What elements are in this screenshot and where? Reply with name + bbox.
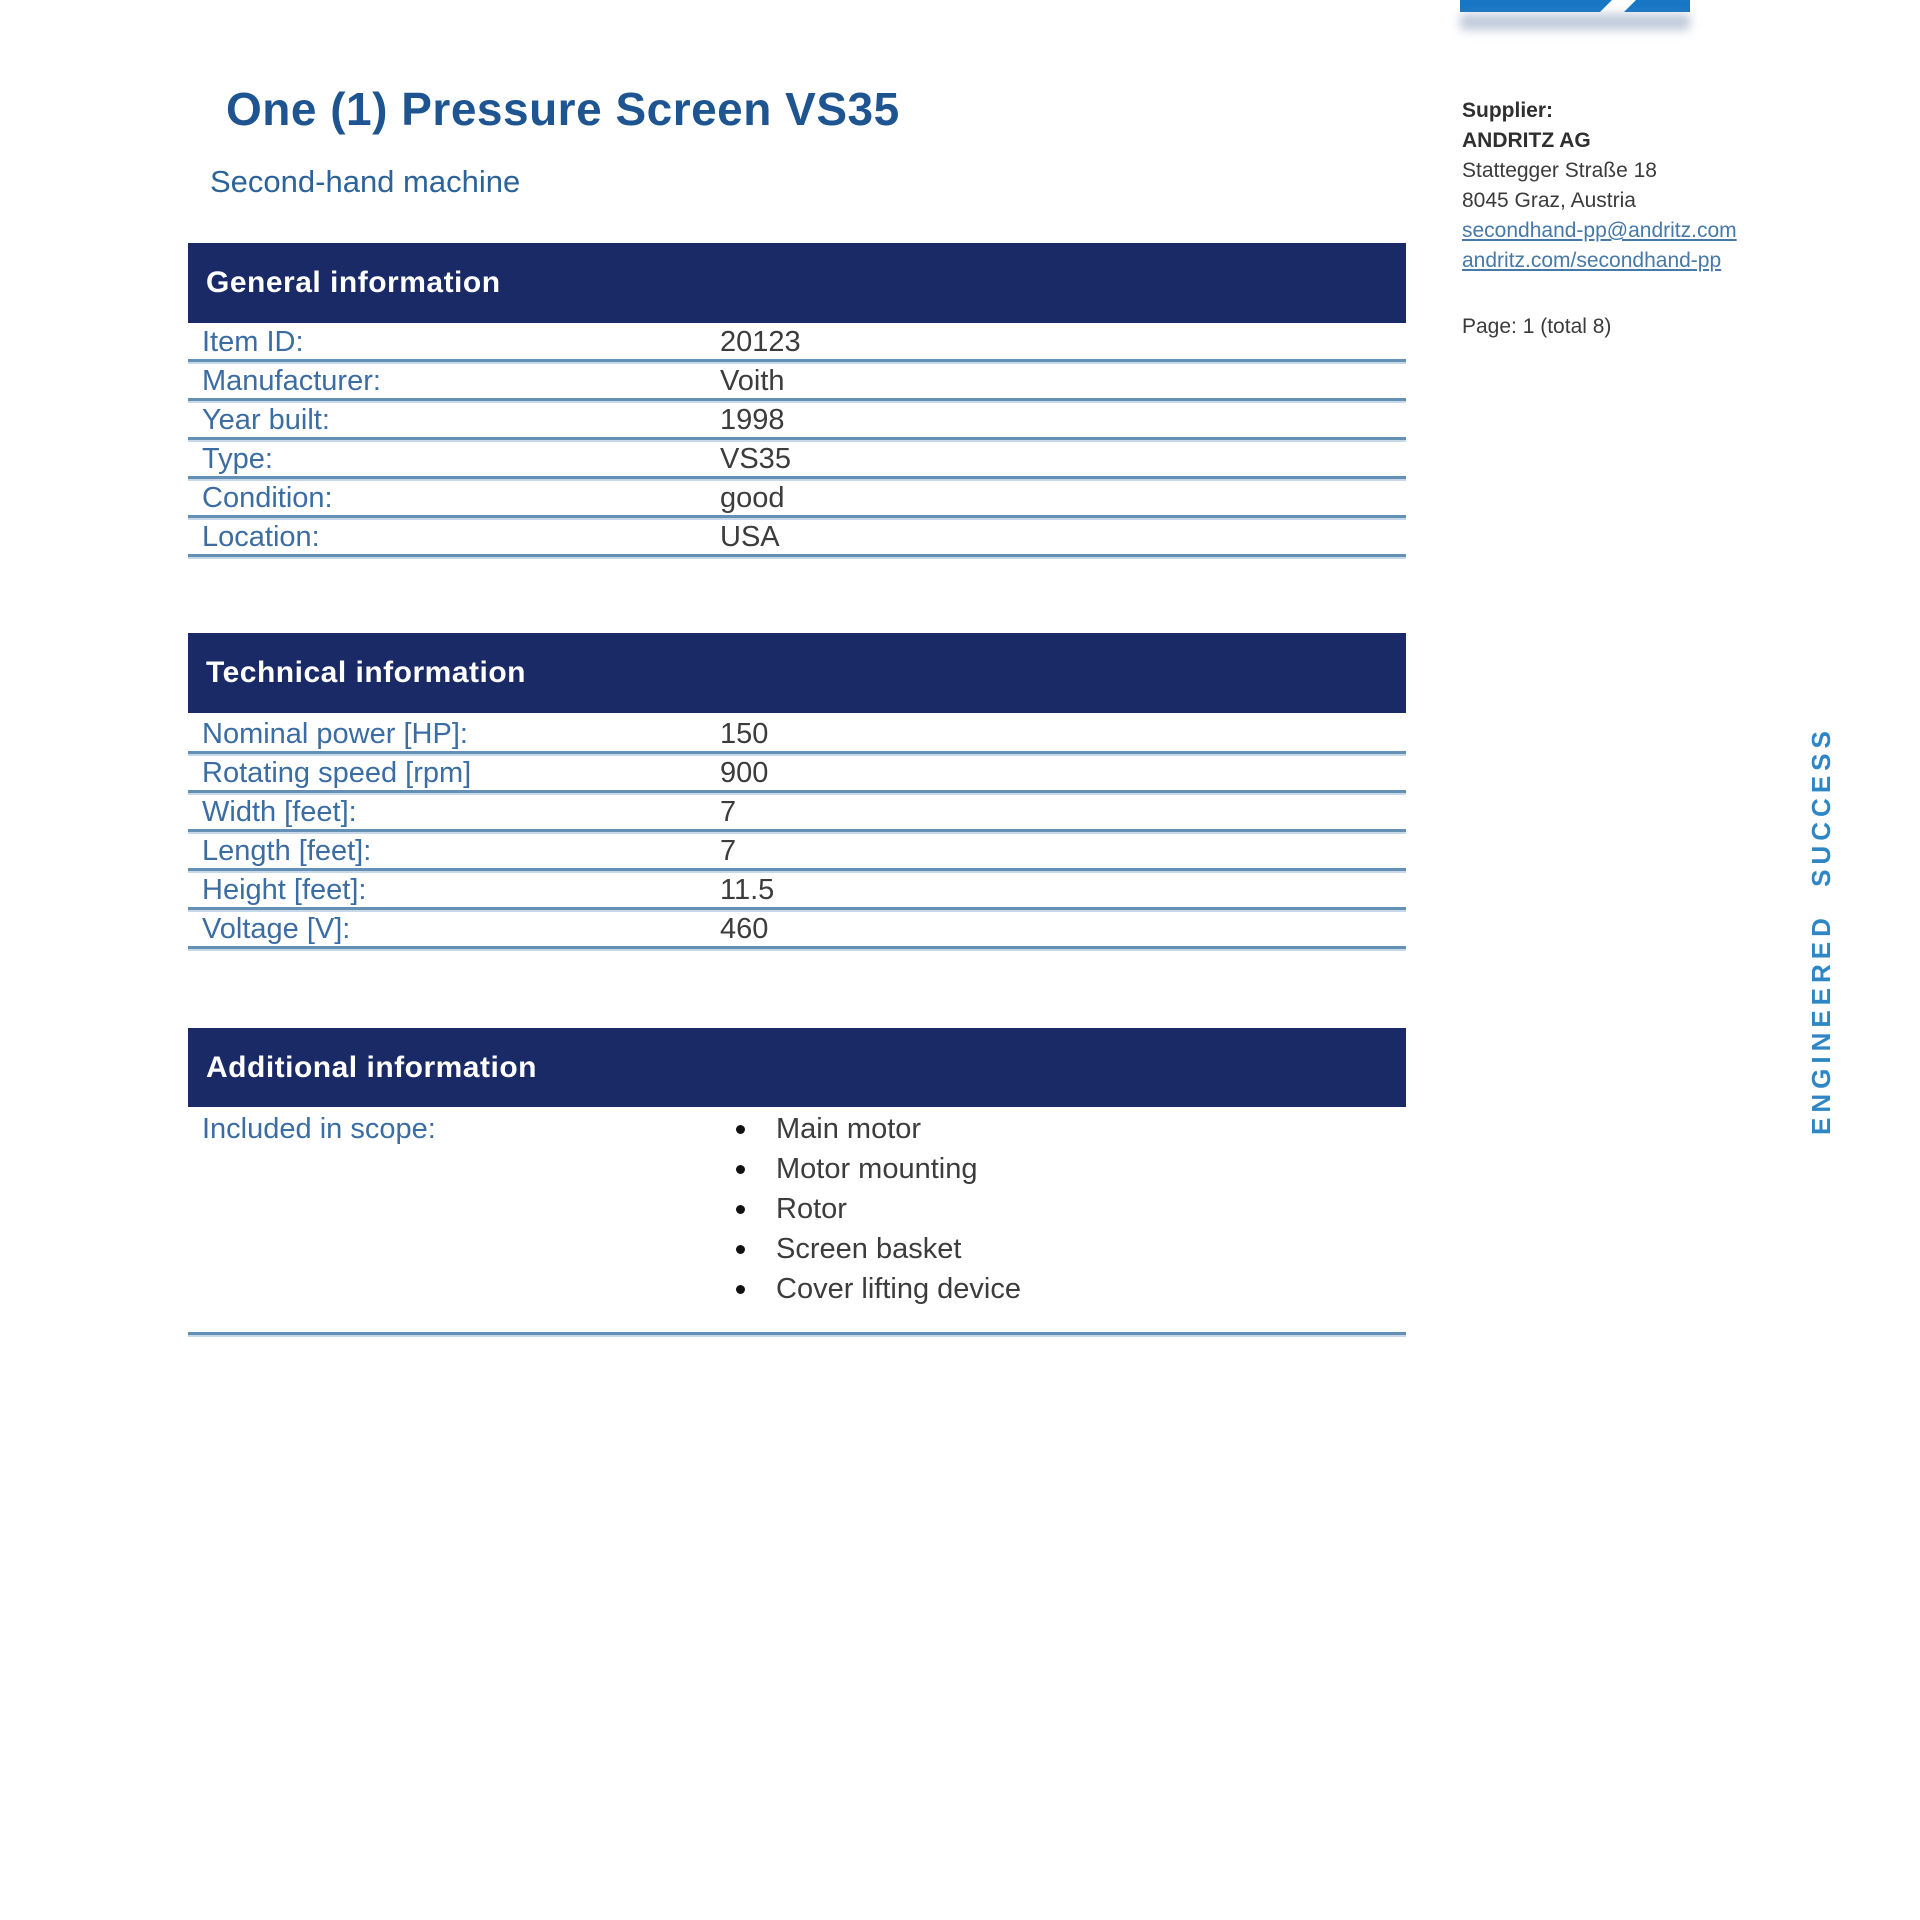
table-row	[188, 832, 1406, 871]
section-header-additional: Additional information	[188, 1028, 1406, 1107]
row-label: Width [feet]:	[202, 796, 357, 828]
row-value: 20123	[720, 326, 801, 358]
row-value: 7	[720, 796, 737, 828]
scope-bullet-list	[728, 1109, 1021, 1309]
general-info-table	[188, 323, 1406, 557]
row-value: 11.5	[720, 874, 775, 906]
supplier-heading: Supplier:	[1462, 99, 1554, 122]
table-row	[188, 401, 1406, 440]
row-value: 900	[720, 757, 769, 789]
section-header-technical: Technical information	[188, 633, 1406, 713]
supplier-name: ANDRITZ AG	[1462, 129, 1591, 152]
row-label: Nominal power [HP]:	[202, 718, 468, 750]
row-label: Height [feet]:	[202, 874, 367, 906]
row-label: Rotating speed [rpm]	[202, 757, 472, 789]
supplier-address-line2: 8045 Graz, Austria	[1462, 189, 1636, 212]
row-label: Item ID:	[202, 326, 304, 358]
supplier-block	[1462, 96, 1792, 342]
page-number-info: Page: 1 (total 8)	[1462, 315, 1612, 338]
andritz-logo-blur	[1460, 14, 1690, 30]
row-value: USA	[720, 521, 780, 553]
supplier-website-link[interactable]: andritz.com/secondhand-pp	[1462, 249, 1722, 272]
engineered-success-tagline: ENGINEERED SUCCESS	[1806, 726, 1836, 1135]
row-label: Year built:	[202, 404, 330, 436]
list-item: Main motor	[728, 1109, 1021, 1149]
andritz-logo-icon	[1460, 0, 1612, 12]
technical-info-table	[188, 715, 1406, 949]
row-value: 7	[720, 835, 737, 867]
supplier-email-link[interactable]: secondhand-pp@andritz.com	[1462, 219, 1737, 242]
row-value: 1998	[720, 404, 785, 436]
row-value: good	[720, 482, 785, 514]
section-header-general: General information	[188, 243, 1406, 323]
row-value: Voith	[720, 365, 785, 397]
table-row	[188, 871, 1406, 910]
page-title: One (1) Pressure Screen VS35	[226, 83, 900, 135]
row-label: Voltage [V]:	[202, 913, 351, 945]
table-row	[188, 793, 1406, 832]
row-value: 150	[720, 718, 769, 750]
supplier-address-line1: Stattegger Straße 18	[1462, 159, 1657, 182]
list-item: Rotor	[728, 1189, 1021, 1229]
list-item: Screen basket	[728, 1229, 1021, 1269]
table-row	[188, 754, 1406, 793]
table-row	[188, 910, 1406, 949]
row-value: 460	[720, 913, 769, 945]
row-label: Type:	[202, 443, 273, 475]
additional-info-block	[188, 1107, 1406, 1335]
row-label: Manufacturer:	[202, 365, 381, 397]
row-label: Location:	[202, 521, 320, 553]
table-row	[188, 479, 1406, 518]
table-row	[188, 440, 1406, 479]
andritz-logo-icon	[1624, 0, 1690, 12]
table-row	[188, 518, 1406, 557]
table-row	[188, 715, 1406, 754]
scope-label: Included in scope:	[202, 1113, 436, 1145]
list-item: Cover lifting device	[728, 1269, 1021, 1309]
row-label: Length [feet]:	[202, 835, 372, 867]
page-subtitle: Second-hand machine	[210, 164, 521, 199]
row-value: VS35	[720, 443, 791, 475]
table-row	[188, 323, 1406, 362]
table-row	[188, 362, 1406, 401]
list-item: Motor mounting	[728, 1149, 1021, 1189]
row-label: Condition:	[202, 482, 333, 514]
